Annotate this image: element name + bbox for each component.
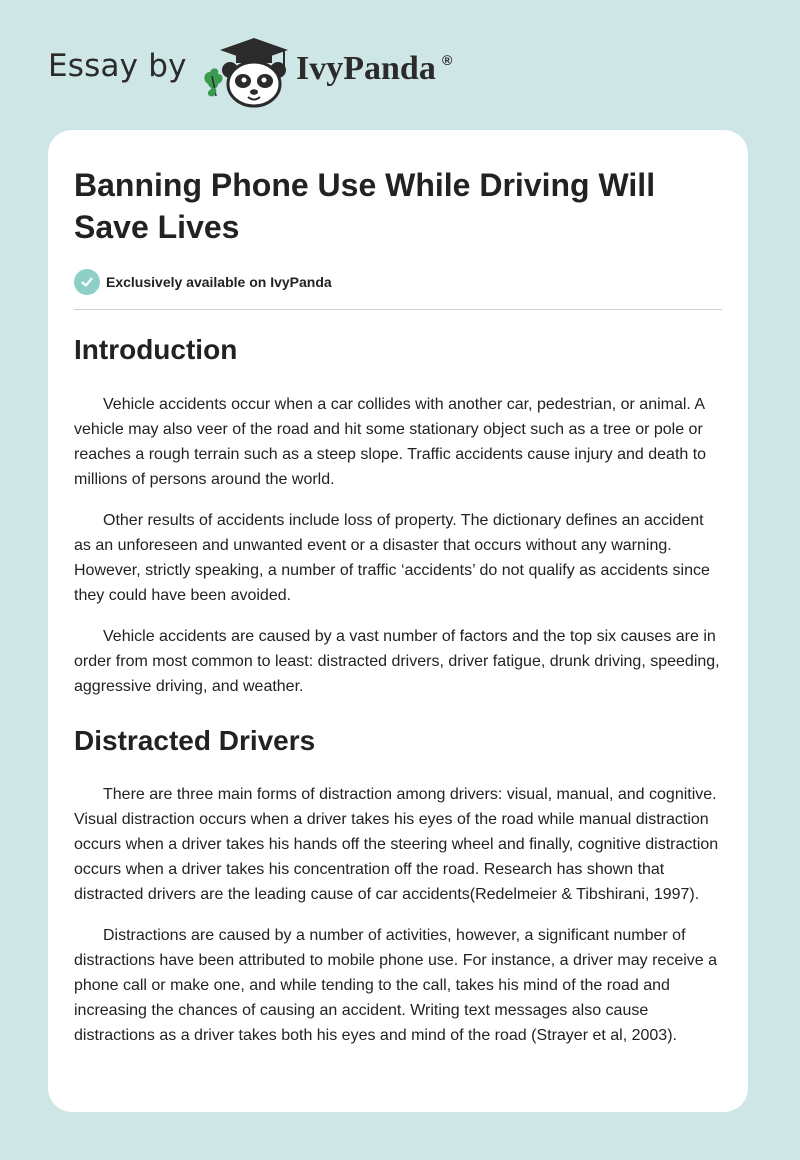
- essay-title: Banning Phone Use While Driving Will Save Lives: [74, 167, 656, 245]
- panda-graduate-icon[interactable]: [200, 36, 294, 110]
- check-circle-icon: [74, 269, 100, 295]
- divider: [74, 309, 722, 310]
- paragraph: Vehicle accidents are caused by a vast number of factors and the top six causes are in order from most common to least: distracted drivers, driver fatigue, drunk driving, speeding, aggressive driving, and weather.: [74, 628, 720, 695]
- essay-card: [48, 130, 748, 1112]
- ivy-leaf-icon: [204, 68, 222, 96]
- exclusive-text: Exclusively available on IvyPanda: [106, 274, 332, 290]
- paragraph: Distractions are caused by a number of activities, however, a significant number of distractions have been attributed to mobile phone use. For instance, a driver may receive a phone call or make one, and while tending to the call, takes his mind of the road and increasing the chances of causing an accident. Writing text messages also cause distractions as a driver takes both his eyes and mind of the road (Strayer et al, 2003).: [74, 927, 718, 1044]
- paragraph: There are three main forms of distraction among drivers: visual, manual, and cognitive. Visual distraction occurs when a driver takes his eyes of the road while manual distraction occurs when a driver takes his hands off the steering wheel and finally, cognitive distraction occurs when a driver takes his concentration off the road. Research has shown that distracted drivers are the leading cause of car accidents(Redelmeier & Tibshirani, 1997).: [74, 786, 719, 903]
- brand-name[interactable]: IvyPanda: [296, 50, 436, 87]
- exclusive-badge: [74, 268, 722, 296]
- paragraph: Other results of accidents include loss of property. The dictionary defines an accident as an unforeseen and unwanted event or a disaster that occurs without any warning. However, strictly speaking, a number of traffic ‘accidents’ do not qualify as accidents since they could have been avoided.: [74, 512, 710, 604]
- section-heading-distracted-drivers: Distracted Drivers: [74, 725, 316, 756]
- essay-by-label: Essay by: [48, 48, 187, 84]
- site-header: [0, 0, 800, 130]
- section-heading-introduction: Introduction: [74, 334, 238, 365]
- registered-mark: ®: [442, 52, 453, 68]
- paragraph: Vehicle accidents occur when a car collides with another car, pedestrian, or animal. A vehicle may also veer of the road and hit some stationary object such as a tree or pole or reaches a rough terrain such as a steep slope. Traffic accidents cause injury and death to millions of persons around the world.: [74, 396, 707, 488]
